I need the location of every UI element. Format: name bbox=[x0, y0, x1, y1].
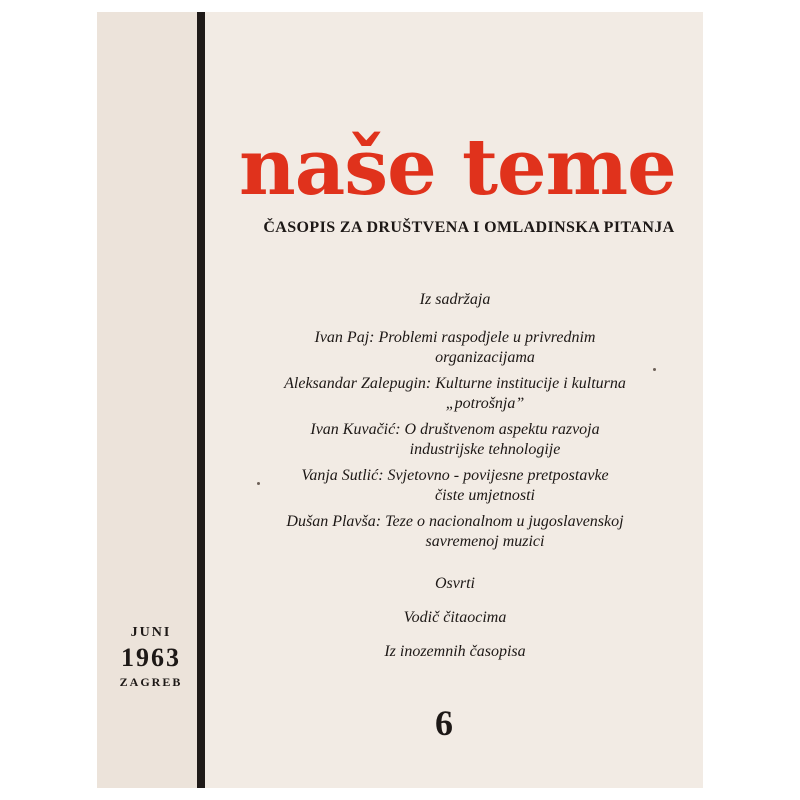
article-line: Ivan Kuvačić: O društvenom aspektu razvoja bbox=[310, 421, 600, 438]
article-line: organizacijama bbox=[435, 349, 535, 366]
article-entry bbox=[213, 512, 697, 552]
article-entry bbox=[213, 374, 697, 414]
article-entry bbox=[213, 420, 697, 460]
magazine-subtitle: ČASOPIS ZA DRUŠTVENA I OMLADINSKA PITANJA bbox=[263, 219, 675, 236]
issue-city: ZAGREB bbox=[119, 675, 183, 689]
article-line: čiste umjetnosti bbox=[435, 487, 535, 504]
issue-number: 6 bbox=[435, 703, 453, 743]
article-entry bbox=[213, 466, 697, 506]
contents-heading: Iz sadržaja bbox=[419, 291, 491, 308]
issue-month: JUNI bbox=[130, 625, 172, 640]
section-vodic-citaocima: Vodič čitaocima bbox=[403, 609, 507, 626]
article-entry bbox=[213, 328, 697, 368]
article-line: Vanja Sutlić: Svjetovno - povijesne pretpostavke bbox=[301, 467, 609, 484]
issue-date-block bbox=[107, 624, 195, 690]
article-line: industrijske tehnologije bbox=[409, 441, 561, 458]
section-osvrti: Osvrti bbox=[435, 575, 475, 592]
article-line: savremenoj muzici bbox=[425, 533, 545, 550]
table-of-contents bbox=[213, 290, 697, 676]
vertical-rule bbox=[197, 12, 205, 788]
article-line: Aleksandar Zalepugin: Kulturne institucije i kulturna bbox=[284, 375, 626, 392]
article-line: Dušan Plavša: Teze o nacionalnom u jugoslavenskoj bbox=[286, 513, 624, 530]
magazine-title: naše teme bbox=[239, 122, 676, 213]
section-iz-inozemnih-casopisa: Iz inozemnih časopisa bbox=[384, 643, 526, 660]
magazine-cover bbox=[97, 12, 703, 788]
article-line: „potrošnja” bbox=[445, 395, 525, 412]
extra-sections bbox=[213, 574, 697, 662]
paper-speck bbox=[653, 368, 656, 371]
article-line: Ivan Paj: Problemi raspodjele u privrednim bbox=[314, 329, 596, 346]
paper-speck bbox=[257, 482, 260, 485]
issue-year: 1963 bbox=[121, 643, 181, 672]
